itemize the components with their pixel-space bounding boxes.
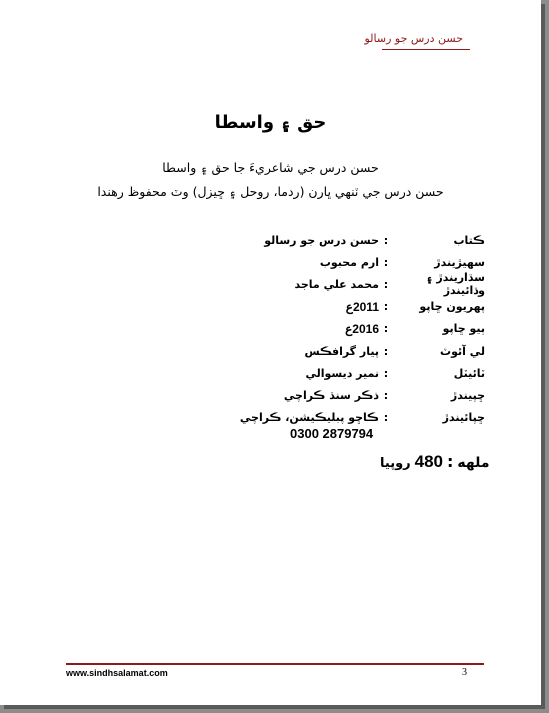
info-value: نمير ديسوالي [305,366,379,380]
info-row-printer [230,384,485,406]
book-info-table [230,229,485,429]
info-value: ارم محبوب [319,255,379,269]
info-label: ڇپائيندڙ [442,411,485,425]
info-row-first-edition [230,296,485,318]
info-label: ٽائيٽل [453,366,485,380]
price-colon: : [447,452,454,471]
info-row-editor [230,271,485,298]
info-value: 2011ع [345,299,379,314]
info-colon: : [383,233,389,247]
info-row-layout [230,340,485,362]
info-label: ٻيو ڇاپو [442,322,485,336]
price-line [380,452,490,472]
info-label: سهيڙيندڙ [434,255,485,269]
price-unit: روپيا [380,456,411,471]
info-colon: : [383,277,389,291]
info-label: ڪتاب [453,233,485,247]
price-label: ملهه [457,455,490,471]
page-title: حق ۽ واسطا [214,112,327,133]
price-amount: 480 [414,452,444,471]
info-colon: : [383,322,389,336]
info-colon: : [383,344,389,358]
phone-number: 0300 2879794 [290,426,374,441]
page-number: 3 [462,667,467,678]
info-row-book [230,229,485,251]
footer-url[interactable]: www.sindhsalamat.com [66,668,168,678]
info-colon: : [383,300,389,314]
info-value: ذڪر سنڌ ڪراچي [283,388,379,402]
info-value: محمد علي ماجد [294,277,379,291]
header-rule [382,49,470,50]
info-colon: : [383,255,389,269]
info-colon: : [383,388,389,402]
copyright-line-1: حسن درس جي شاعريءَ جا حق ۽ واسطا [162,160,379,175]
info-row-title-design [230,362,485,384]
info-label: سڌاريندڙ ۽ وڌائيندڙ [426,271,485,298]
info-value: پيار گرافڪس [304,344,379,358]
info-row-compiler [230,251,485,273]
running-header: حسن درس جو رسالو [364,32,463,45]
info-value: 2016ع [345,321,379,336]
info-label: لي آئوٽ [440,344,485,358]
copyright-line-2: حسن درس جي ٽنهي ڀارن (ردما، روحل ۽ ڇيزل) وٽ محفوظ رهندا [97,184,444,199]
info-label: ڇپيندڙ [450,388,485,402]
info-colon: : [383,366,389,380]
info-colon: : [383,411,389,425]
info-label: پهريون ڇاپو [419,300,485,314]
info-value: ڪاڇو پبليڪيشن، ڪراچي [239,411,379,425]
footer-rule [66,663,484,665]
info-value: حسن درس جو رسالو [264,233,379,247]
info-row-second-edition [230,318,485,340]
